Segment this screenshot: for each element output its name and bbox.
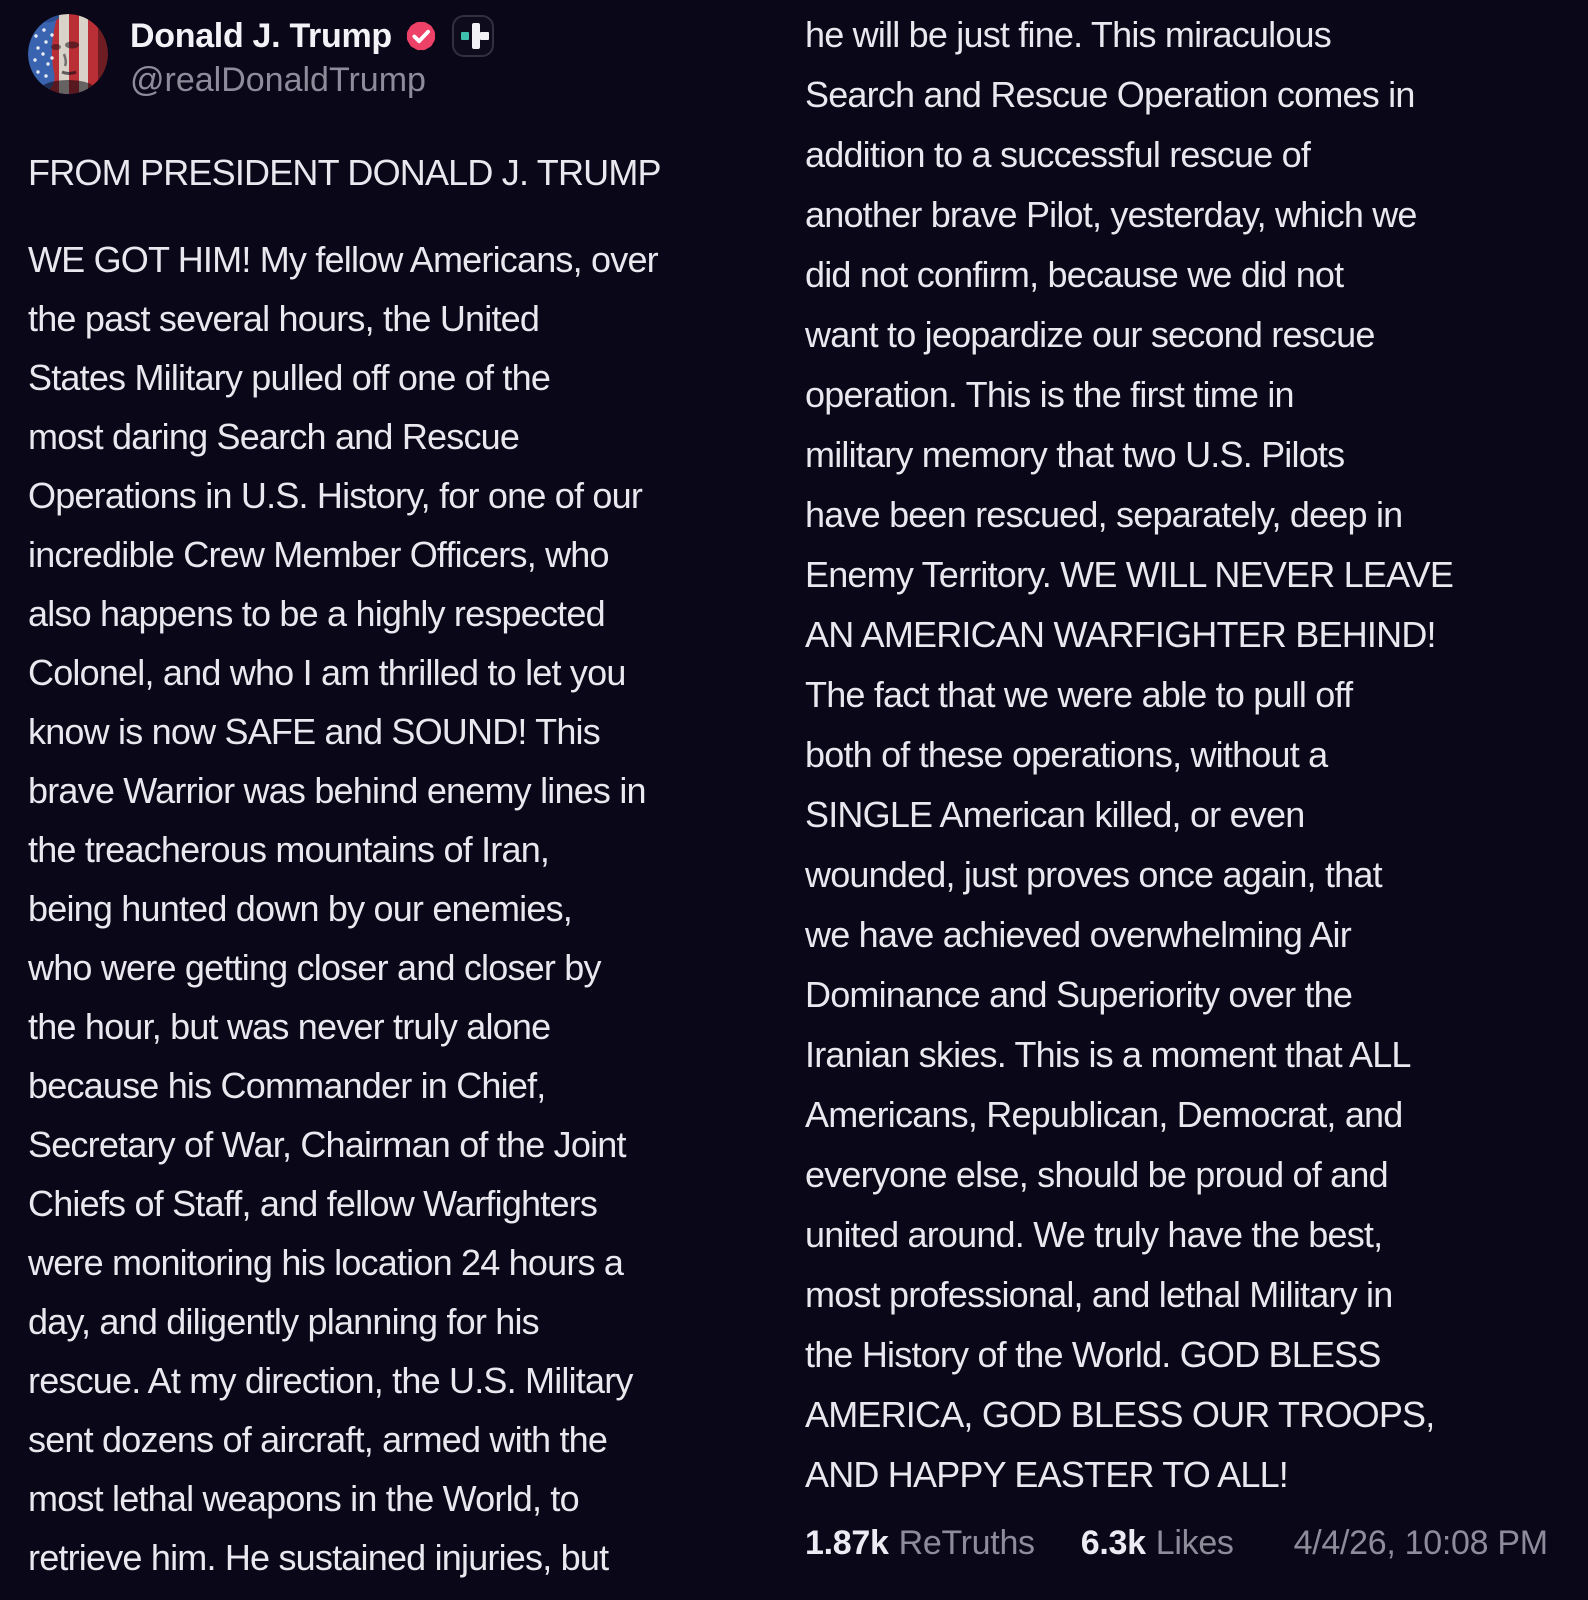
post-text-line: were monitoring his location 24 hours a <box>28 1242 624 1283</box>
avatar[interactable] <box>28 14 108 94</box>
timestamp: 4/4/26, 10:08 PM <box>1293 1524 1548 1562</box>
post-text-line: operation. This is the first time in <box>805 374 1294 415</box>
post-text-line: day, and diligently planning for his <box>28 1301 539 1342</box>
retruths-label: ReTruths <box>898 1524 1035 1562</box>
post-text-line: he will be just fine. This miraculous <box>805 14 1331 55</box>
post-text-line: want to jeopardize our second rescue <box>805 314 1375 355</box>
name-row <box>130 14 494 58</box>
post-text-line: united around. We truly have the best, <box>805 1214 1383 1255</box>
post-text-line: Operations in U.S. History, for one of our <box>28 475 643 516</box>
post-text-line: most lethal weapons in the World, to <box>28 1478 579 1519</box>
post-text-line: brave Warrior was behind enemy lines in <box>28 770 646 811</box>
post-text-line: rescue. At my direction, the U.S. Military <box>28 1360 633 1401</box>
post-text-line: because his Commander in Chief, <box>28 1065 546 1106</box>
post-text-line: wounded, just proves once again, that <box>805 854 1382 895</box>
post-text-line: incredible Crew Member Officers, who <box>28 534 609 575</box>
post-text-line: Search and Rescue Operation comes in <box>805 74 1415 115</box>
post-text-line: The fact that we were able to pull off <box>805 674 1353 715</box>
identity-block <box>130 14 494 102</box>
post-text-line: Enemy Territory. WE WILL NEVER LEAVE <box>805 554 1454 595</box>
post-text-line: Secretary of War, Chairman of the Joint <box>28 1124 626 1165</box>
post-text-line: who were getting closer and closer by <box>28 947 601 988</box>
likes-stat[interactable] <box>1081 1520 1234 1566</box>
post-text-line: retrieve him. He sustained injuries, but <box>28 1537 609 1578</box>
post-text-line: also happens to be a highly respected <box>28 593 605 634</box>
likes-label: Likes <box>1155 1524 1234 1562</box>
post-text-line: the History of the World. GOD BLESS <box>805 1334 1381 1375</box>
post-text-line: SINGLE American killed, or even <box>805 794 1305 835</box>
user-handle: @realDonaldTrump <box>130 61 426 99</box>
post-text-line: WE GOT HIM! My fellow Americans, over <box>28 239 658 280</box>
plus-teal-segment <box>461 32 469 40</box>
retruths-stat[interactable] <box>805 1520 1035 1566</box>
plus-vertical-bar <box>472 23 480 49</box>
post-text-line: the treacherous mountains of Iran, <box>28 829 550 870</box>
post-text-line: another brave Pilot, yesterday, which we <box>805 194 1417 235</box>
post-body-right-column <box>805 5 1453 1505</box>
post-text-line: most daring Search and Rescue <box>28 416 520 457</box>
verified-badge-icon <box>402 17 440 55</box>
plus-right-arm <box>480 32 489 40</box>
post-stats-bar <box>805 1520 1548 1566</box>
post-text-line: did not confirm, because we did not <box>805 254 1344 295</box>
post-text-line: have been rescued, separately, deep in <box>805 494 1403 535</box>
post-text-line: AND HAPPY EASTER TO ALL! <box>805 1454 1289 1495</box>
display-name[interactable]: Donald J. Trump <box>130 16 392 55</box>
post-text-line: States Military pulled off one of the <box>28 357 551 398</box>
post-text-line: Chiefs of Staff, and fellow Warfighters <box>28 1183 598 1224</box>
post-header <box>28 14 494 102</box>
post-text-line: everyone else, should be proud of and <box>805 1154 1388 1195</box>
likes-count: 6.3k <box>1080 1524 1146 1562</box>
post-text-line: sent dozens of aircraft, armed with the <box>28 1419 608 1460</box>
truth-plus-badge-icon <box>452 15 494 57</box>
post-text-line: both of these operations, without a <box>805 734 1328 775</box>
post-text-line: AMERICA, GOD BLESS OUR TROOPS, <box>805 1394 1435 1435</box>
post-text-line: the past several hours, the United <box>28 298 540 339</box>
retruths-count: 1.87k <box>805 1524 889 1562</box>
post-text-line: Dominance and Superiority over the <box>805 974 1353 1015</box>
post-text-line: most professional, and lethal Military in <box>805 1274 1393 1315</box>
avatar-image <box>28 14 108 94</box>
post-text-line: Colonel, and who I am thrilled to let you <box>28 652 626 693</box>
post-text-line: addition to a successful rescue of <box>805 134 1311 175</box>
post-text-line: Americans, Republican, Democrat, and <box>805 1094 1403 1135</box>
post-text-line: know is now SAFE and SOUND! This <box>28 711 600 752</box>
post-text-line: the hour, but was never truly alone <box>28 1006 551 1047</box>
post-text-line: Iranian skies. This is a moment that ALL <box>805 1034 1411 1075</box>
post-text-line: military memory that two U.S. Pilots <box>805 434 1345 475</box>
post-title: FROM PRESIDENT DONALD J. TRUMP <box>28 152 661 193</box>
post-text-line: being hunted down by our enemies, <box>28 888 572 929</box>
post-text-line: we have achieved overwhelming Air <box>805 914 1351 955</box>
post-body-left-column <box>28 230 658 1587</box>
post-text-line: AN AMERICAN WARFIGHTER BEHIND! <box>805 614 1436 655</box>
